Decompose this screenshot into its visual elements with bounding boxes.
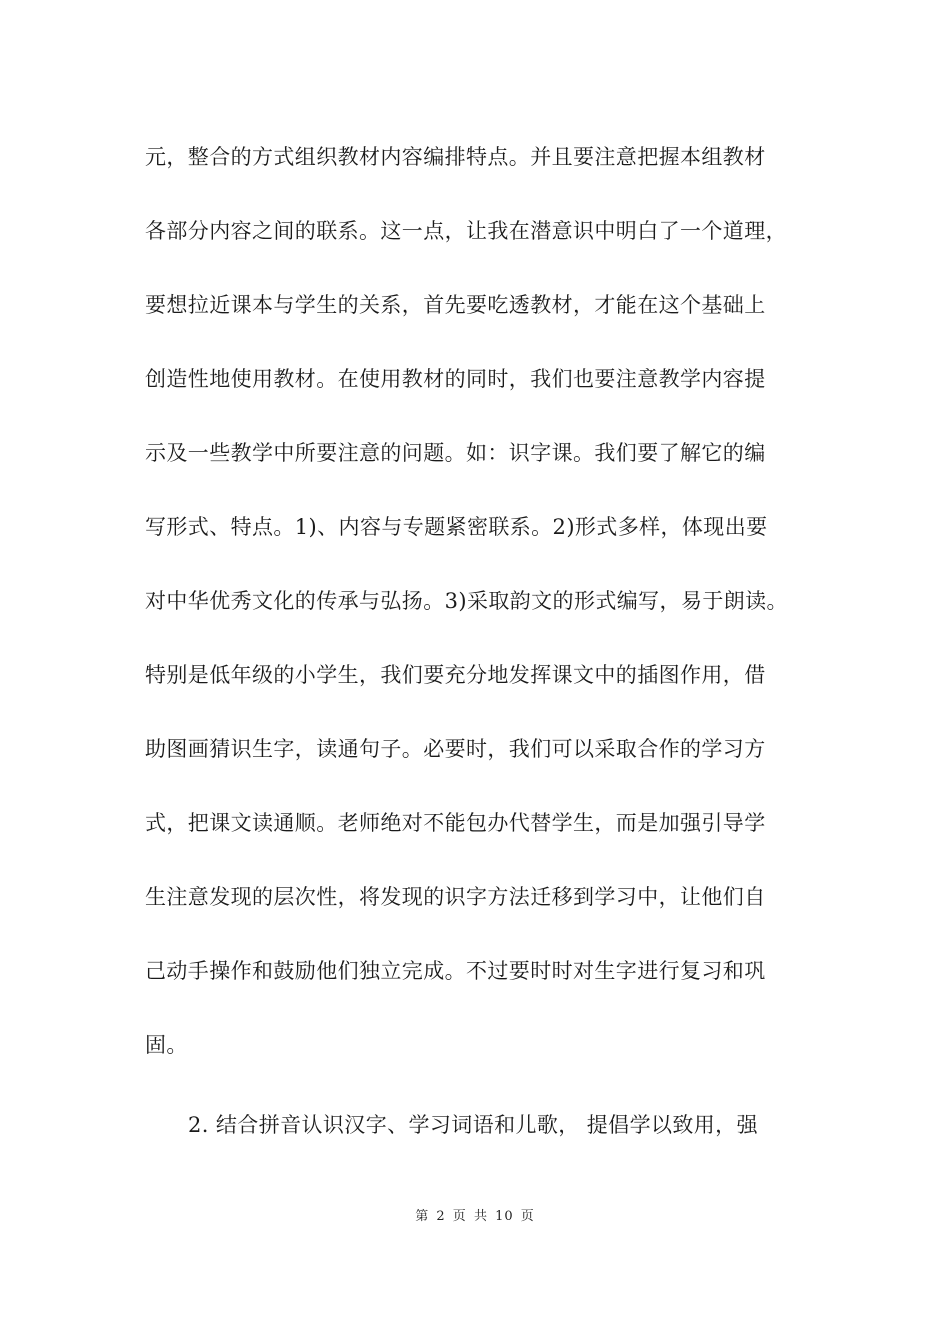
footer-prefix: 第 <box>415 1209 430 1224</box>
body-line-6: 写形式、特点。1)、内容与专题紧密联系。2)形式多样，体现出要 <box>145 515 768 539</box>
body-line-8: 特别是低年级的小学生，我们要充分地发挥课文中的插图作用，借 <box>145 663 766 687</box>
footer-total-unit: 页 <box>520 1209 535 1224</box>
body-line-1: 元，整合的方式组织教材内容编排特点。并且要注意把握本组教材 <box>145 145 766 169</box>
body-line-2: 各部分内容之间的联系。这一点，让我在潜意识中明白了一个道理， <box>145 219 787 243</box>
footer-total-pages: 10 <box>495 1209 514 1224</box>
body-line-11: 生注意发现的层次性，将发现的识字方法迁移到学习中，让他们自 <box>145 885 766 909</box>
next-paragraph-line: 2. 结合拼音认识汉字、学习词语和儿歌， 提倡学以致用，强 <box>188 1113 758 1137</box>
body-line-5: 示及一些教学中所要注意的问题。如：识字课。我们要了解它的编 <box>145 441 766 465</box>
body-line-4: 创造性地使用教材。在使用教材的同时，我们也要注意教学内容提 <box>145 367 766 391</box>
footer-total-prefix: 共 <box>473 1209 488 1224</box>
body-line-10: 式，把课文读通顺。老师绝对不能包办代替学生，而是加强引导学 <box>145 811 766 835</box>
body-line-3: 要想拉近课本与学生的关系，首先要吃透教材，才能在这个基础上 <box>145 293 766 317</box>
body-line-9: 助图画猜识生字，读通句子。必要时，我们可以采取合作的学习方 <box>145 737 766 761</box>
body-line-13: 固。 <box>145 1033 188 1057</box>
body-line-12: 己动手操作和鼓励他们独立完成。不过要时时对生字进行复习和巩 <box>145 959 766 983</box>
footer-current-page: 2 <box>436 1209 446 1224</box>
body-line-7: 对中华优秀文化的传承与弘扬。3)采取韵文的形式编写，易于朗读。 <box>145 589 788 613</box>
page-footer <box>0 1208 950 1226</box>
footer-page-unit: 页 <box>452 1209 467 1224</box>
